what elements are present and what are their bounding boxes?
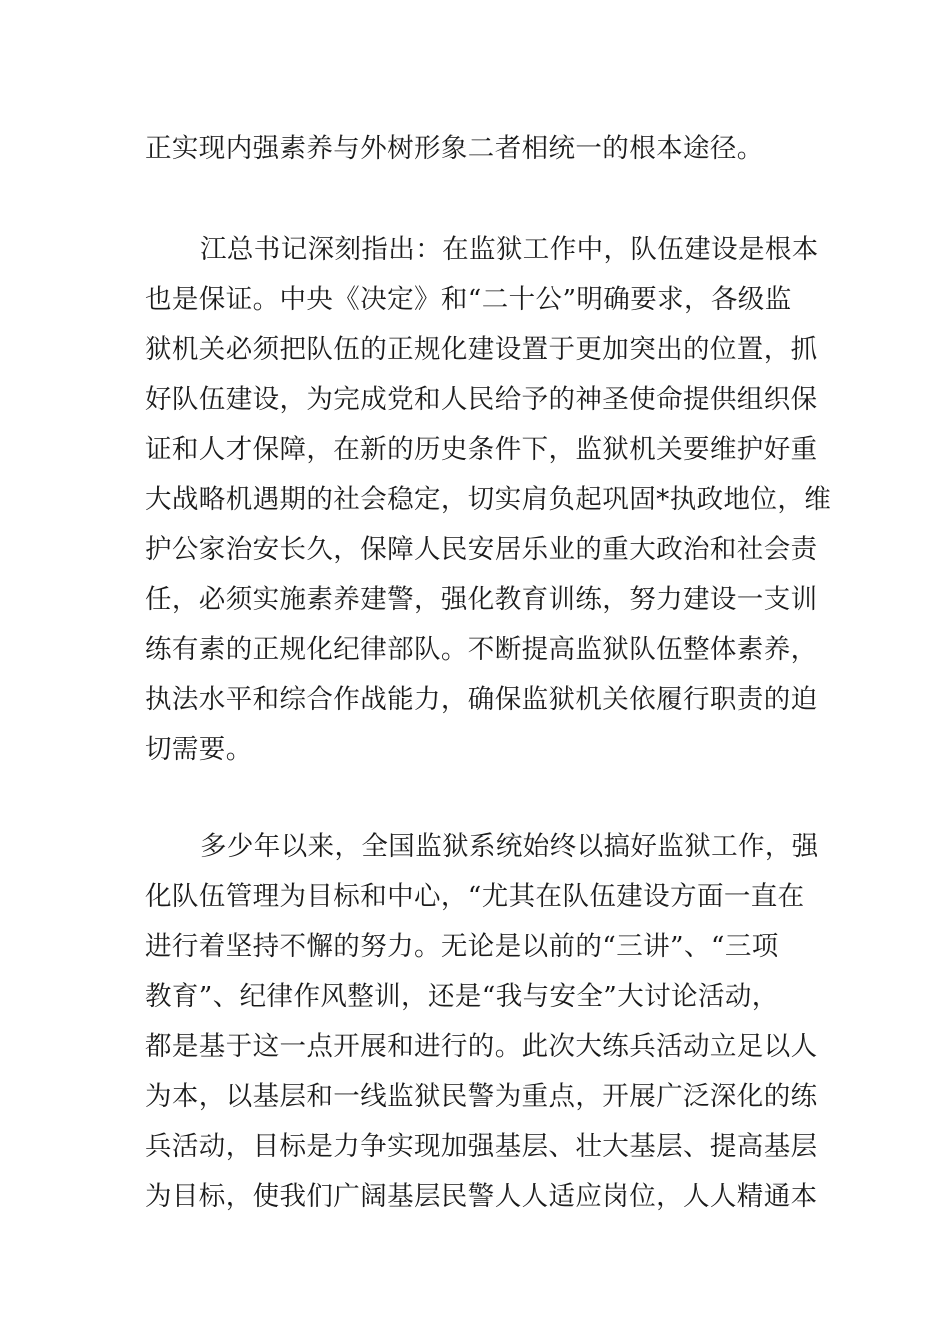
text-line: 兵活动，目标是力争实现加强基层、壮大基层、提高基层 [145, 1131, 818, 1162]
text-line: 好队伍建设，为完成党和人民给予的神圣使命提供组织保 [145, 384, 818, 415]
text-line: 江总书记深刻指出：在监狱工作中，队伍建设是根本 [200, 234, 819, 265]
text-line: 为目标，使我们广阔基层民警人人适应岗位，人人精通本 [145, 1181, 818, 1212]
text-line: 切需要。 [145, 734, 253, 765]
text-line: 教育”、纪律作风整训，还是“我与安全”大讨论活动， [145, 981, 779, 1012]
text-line: 任，必须实施素养建警，强化教育训练，努力建设一支训 [145, 584, 818, 615]
text-line: 练有素的正规化纪律部队。不断提高监狱队伍整体素养， [145, 634, 818, 665]
text-line: 大战略机遇期的社会稳定，切实肩负起巩固*执政地位，维 [145, 484, 832, 515]
text-line: 也是保证。中央《决定》和“二十公”明确要求，各级监 [145, 284, 792, 315]
text-line: 都是基于这一点开展和进行的。此次大练兵活动立足以人 [145, 1031, 818, 1062]
text-line: 为本，以基层和一线监狱民警为重点，开展广泛深化的练 [145, 1081, 818, 1112]
text-line: 化队伍管理为目标和中心，“尤其在队伍建设方面一直在 [145, 881, 805, 912]
text-line: 多少年以来，全国监狱系统始终以搞好监狱工作，强 [200, 831, 819, 862]
text-line: 执法水平和综合作战能力，确保监狱机关依履行职责的迫 [145, 684, 818, 715]
text-line: 进行着坚持不懈的努力。无论是以前的“三讲”、“三项 [145, 931, 779, 962]
text-line: 正实现内强素养与外树形象二者相统一的根本途径。 [145, 133, 764, 164]
text-line: 证和人才保障，在新的历史条件下，监狱机关要维护好重 [145, 434, 818, 465]
text-line: 护公家治安长久，保障人民安居乐业的重大政治和社会责 [145, 534, 818, 565]
text-line: 狱机关必须把队伍的正规化建设置于更加突出的位置，抓 [145, 334, 818, 365]
